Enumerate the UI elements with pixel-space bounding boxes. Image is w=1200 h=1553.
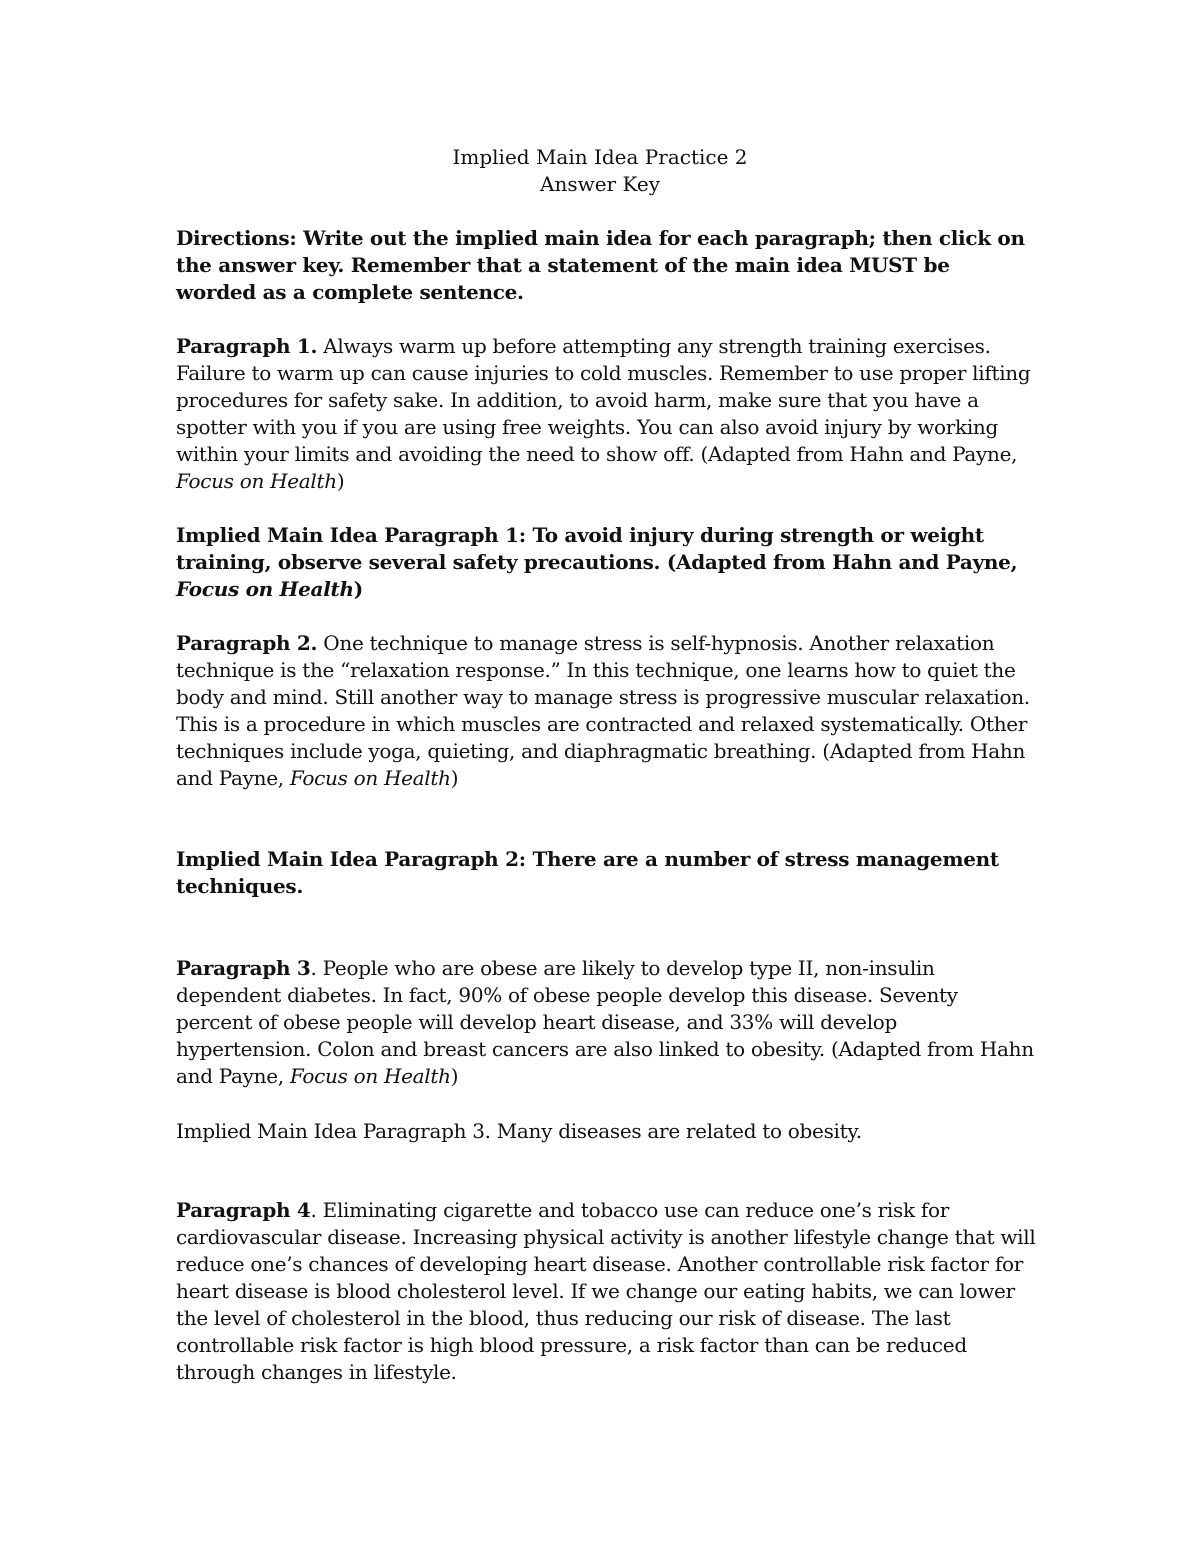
- answer-2: Implied Main Idea Paragraph 2: There are a number of stress management techniques.: [176, 847, 999, 898]
- paragraph-2: [176, 630, 1036, 792]
- document-subtitle: Answer Key: [540, 172, 660, 196]
- paragraph-3-text: . People who are obese are likely to develop type II, non-insulin dependent diabetes. In fact, 90% of obese people develop this disease. Seventy percent of obese people will develop heart disease, and 33% will develop hypertension. Colon and breast cancers are also linked to obesity. (Adapted from Hahn and Payne,: [176, 956, 1034, 1088]
- document-header: [0, 144, 1200, 198]
- answer-3: Implied Main Idea Paragraph 3. Many diseases are related to obesity.: [176, 1119, 862, 1143]
- paragraph-1-label: Paragraph 1.: [176, 334, 318, 358]
- paragraph-4-label: Paragraph 4: [176, 1198, 311, 1222]
- paragraph-4: [176, 1197, 1036, 1386]
- paragraph-2-text: One technique to manage stress is self-hypnosis. Another relaxation technique is the “relaxation response.” In this technique, one learns how to quiet the body and mind. Still another way to manage stress is progressive muscular relaxation. This is a procedure in which muscles are contracted and relaxed systematically. Other techniques include yoga, quieting, and diaphragmatic breathing. (Adapted from Hahn and Payne,: [176, 631, 1030, 790]
- paragraph-1-source: Focus on Health: [176, 469, 337, 493]
- answer-1-source: Focus on Health: [176, 577, 354, 601]
- paragraph-2-source: Focus on Health: [289, 766, 451, 790]
- paragraph-1: [176, 333, 1036, 495]
- paragraph-1-text: Always warm up before attempting any strength training exercises. Failure to warm up can cause injuries to cold muscles. Remember to use proper lifting procedures for safety sake. In addition, to avoid harm, make sure that you have a spotter with you if you are using free weights. You can also avoid injury by working within your limits and avoiding the need to show off. (Adapted from Hahn and Payne,: [176, 334, 1031, 466]
- paragraph-1-close: ): [336, 469, 345, 493]
- directions: Directions: Write out the implied main idea for each paragraph; then click on the answer key. Remember that a statement of the main idea MUST be worded as a complete sentence.: [176, 226, 1025, 304]
- answer-1-close: ): [353, 577, 363, 601]
- paragraph-3-label: Paragraph 3: [176, 956, 311, 980]
- paragraph-4-text: . Eliminating cigarette and tobacco use can reduce one’s risk for cardiovascular disease. Increasing physical activity is another lifestyle change that will reduce one’s chances of developing heart disease. Another controllable risk factor for heart disease is blood cholesterol level. If we change our eating habits, we can lower the level of cholesterol in the blood, thus reducing our risk of disease. The last controllable risk factor is high blood pressure, a risk factor than can be reduced through changes in lifestyle.: [176, 1198, 1036, 1384]
- paragraph-2-label: Paragraph 2.: [176, 631, 318, 655]
- answer-1-text: Implied Main Idea Paragraph 1: To avoid injury during strength or weight training, observe several safety precautions. (Adapted from Hahn and Payne,: [176, 523, 1018, 574]
- paragraph-3: [176, 955, 1036, 1090]
- paragraph-2-close: ): [450, 766, 459, 790]
- paragraph-3-close: ): [450, 1064, 459, 1088]
- answer-1: [176, 522, 1036, 603]
- document-title: Implied Main Idea Practice 2: [452, 145, 748, 169]
- paragraph-3-source: Focus on Health: [289, 1064, 451, 1088]
